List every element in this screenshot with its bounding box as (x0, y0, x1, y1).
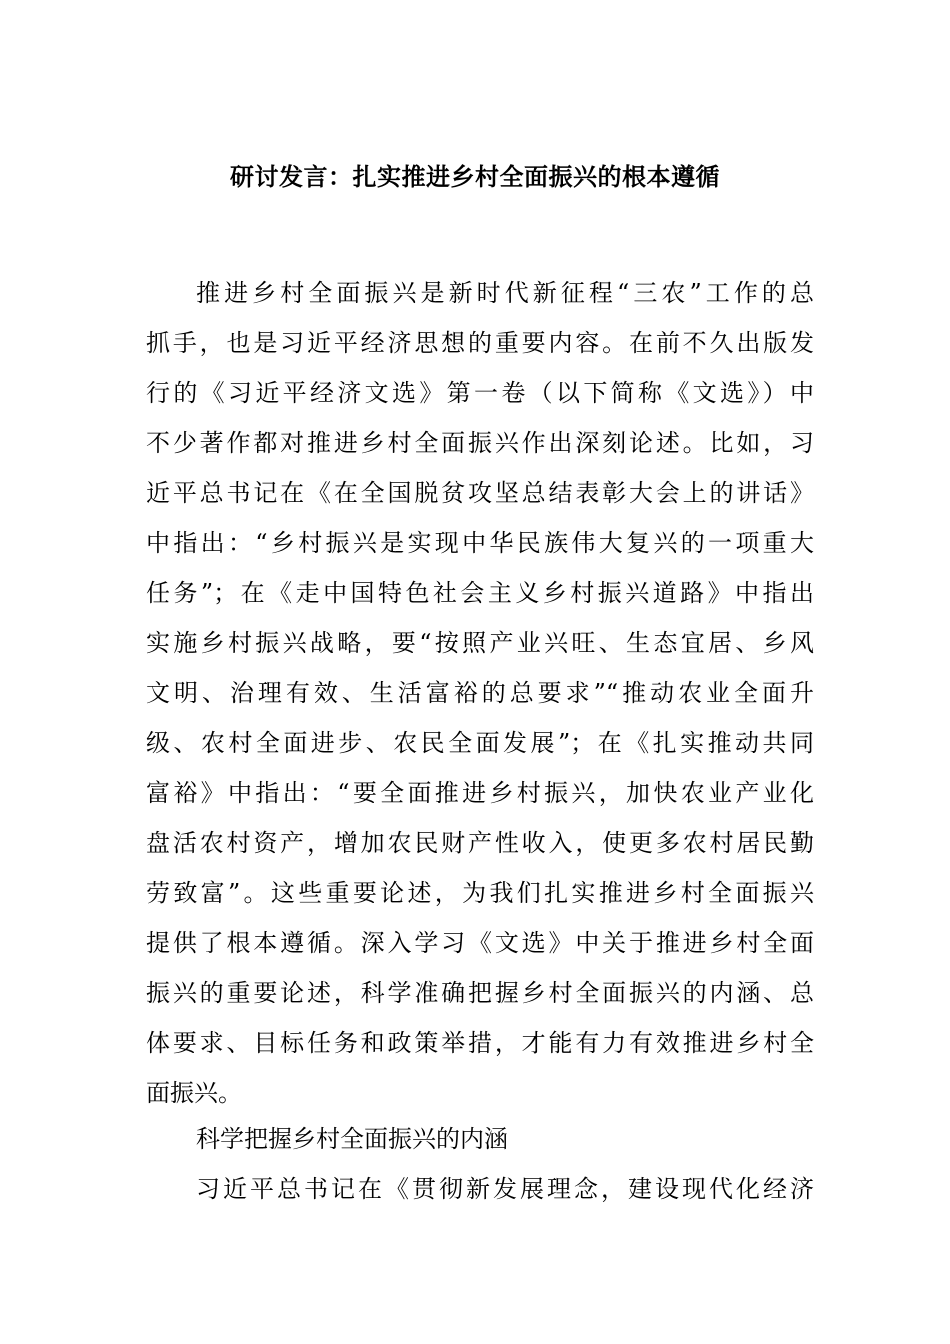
text-line: 不少著作都对推进乡村全面振兴作出深刻论述。比如，习 (146, 429, 814, 457)
text-line: 中指出：“乡村振兴是实现中华民族伟大复兴的一项重大 (146, 529, 814, 557)
text-line: 文明、治理有效、生活富裕的总要求”“推动农业全面升 (146, 679, 814, 707)
paragraph-section (146, 1164, 814, 1214)
paragraph-intro (146, 268, 814, 1118)
text-line: 富裕》中指出：“要全面推进乡村振兴，加快农业产业化 (146, 779, 814, 807)
text-line: 盘活农村资产，增加农民财产性收入，使更多农村居民勤 (146, 829, 814, 857)
text-line: 习近平总书记在《贯彻新发展理念，建设现代化经济 (196, 1175, 814, 1203)
text-line: 推进乡村全面振兴是新时代新征程“三农”工作的总 (196, 279, 814, 307)
text-line: 振兴的重要论述，科学准确把握乡村全面振兴的内涵、总 (146, 979, 814, 1007)
text-line: 行的《习近平经济文选》第一卷（以下简称《文选》）中 (146, 379, 814, 407)
text-line: 抓手，也是习近平经济思想的重要内容。在前不久出版发 (146, 329, 814, 357)
text-line: 劳致富”。这些重要论述，为我们扎实推进乡村全面振兴 (146, 879, 814, 907)
text-line: 任务”；在《走中国特色社会主义乡村振兴道路》中指出 (146, 579, 814, 607)
section-heading: 科学把握乡村全面振兴的内涵 (196, 1125, 508, 1153)
document-title: 研讨发言：扎实推进乡村全面振兴的根本遵循 (230, 163, 720, 191)
text-line: 实施乡村振兴战略，要“按照产业兴旺、生态宜居、乡风 (146, 629, 814, 657)
text-line: 提供了根本遵循。深入学习《文选》中关于推进乡村全面 (146, 929, 814, 957)
text-line: 面振兴。 (146, 1079, 242, 1107)
text-line: 级、农村全面进步、农民全面发展”；在《扎实推动共同 (146, 729, 814, 757)
text-line: 近平总书记在《在全国脱贫攻坚总结表彰大会上的讲话》 (146, 479, 814, 507)
text-line: 体要求、目标任务和政策举措，才能有力有效推进乡村全 (146, 1029, 814, 1057)
